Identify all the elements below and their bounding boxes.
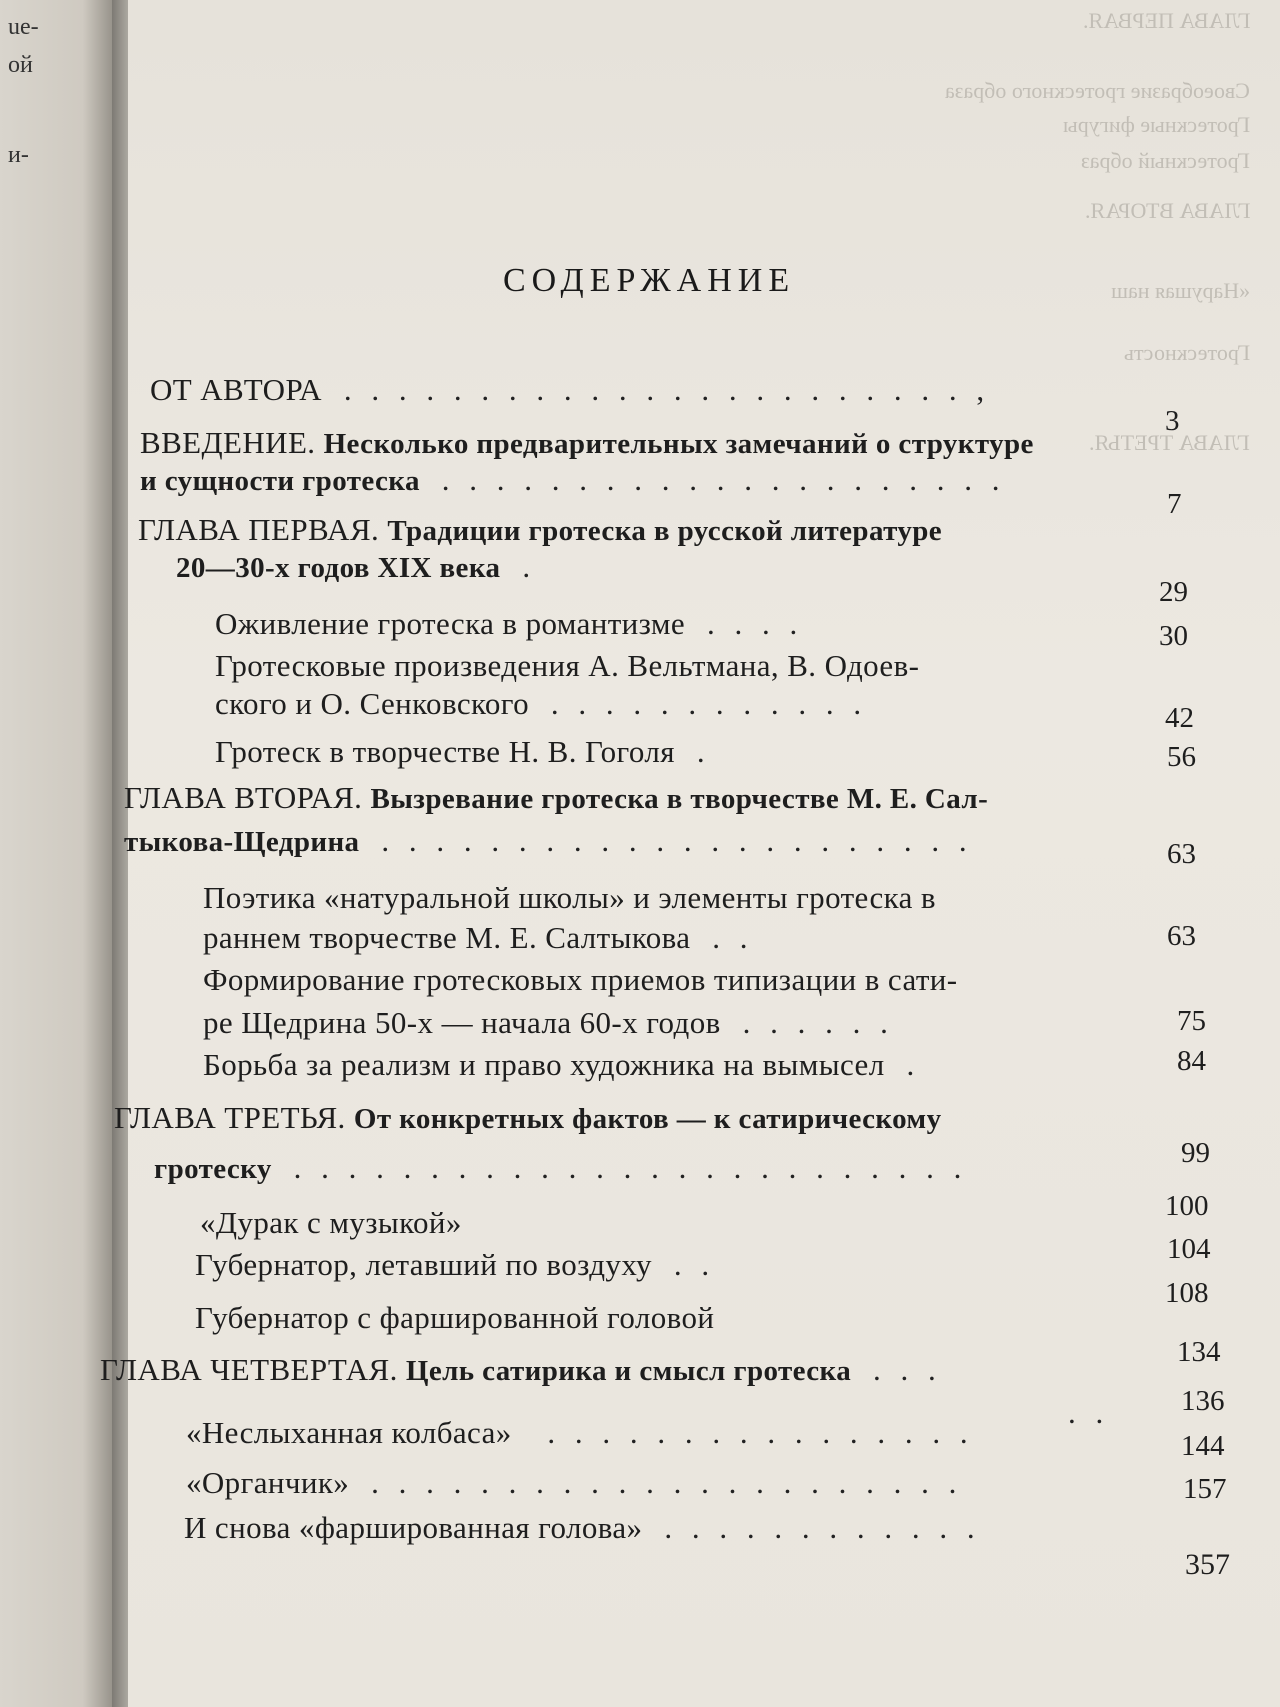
toc-entry-label: И снова «фаршированная голова» [184, 1510, 643, 1545]
toc-entry-title: тыкова-Щедрина [124, 826, 360, 858]
toc-entry-title: Вызревание гротеска в творчестве М. Е. Сал- [370, 783, 989, 815]
toc-page-number: 84 [1177, 1045, 1206, 1077]
leader-dots: . . . . . . . . . . . . . . . . . . . . . [428, 462, 1006, 497]
show-through-text: Гротескный образ [1081, 148, 1250, 173]
contents-page [100, 0, 1280, 1707]
left-page-fragment: ой [8, 52, 33, 78]
toc-entry-typification[interactable] [203, 962, 957, 998]
show-through-text: Своеобразие гротескного образа [945, 78, 1250, 103]
page-title: СОДЕРЖАНИЕ [503, 262, 796, 299]
leader-dots: . . [1068, 1395, 1110, 1430]
left-page-fragment: и- [8, 142, 29, 168]
leader-dots: . . . . . . . . . . . . . . . . . . . . . . [357, 1465, 963, 1500]
toc-page-number: 99 [1181, 1137, 1210, 1169]
toc-page-number: 42 [1165, 702, 1194, 734]
leader-dots: . . . . . . . . . . . . . . . . [519, 1415, 974, 1450]
toc-entry-label: раннем творчестве М. Е. Салтыкова [203, 920, 691, 955]
toc-entry-label: Формирование гротесковых приемов типизации в сати- [203, 962, 958, 997]
toc-entry-label: Борьба за реализм и право художника на вымысел [203, 1047, 885, 1082]
toc-entry-label: Гротесковые произведения А. Вельтмана, В. Одоев- [215, 648, 920, 683]
toc-entry-label: Гротеск в творчестве Н. В. Гоголя [215, 734, 675, 769]
leader-dots: . . . [859, 1352, 942, 1387]
toc-entry-typification-cont [203, 1005, 894, 1041]
toc-page-number: 63 [1167, 920, 1196, 952]
toc-entry-gogol[interactable] [215, 734, 711, 770]
toc-entry-chapter-2-cont [124, 823, 973, 859]
show-through-text: ГЛАВА ПЕРВАЯ. [1082, 8, 1250, 33]
toc-entry-veltman[interactable] [215, 648, 919, 684]
toc-entry-title: и сущности гротеска [140, 465, 420, 497]
toc-entry-veltman-cont [215, 686, 867, 722]
toc-entry-label: «Дурак с музыкой» [200, 1205, 462, 1240]
toc-page-number: 3 [1165, 405, 1180, 437]
toc-entry-chapter-3-cont [154, 1150, 967, 1186]
toc-entry-realism[interactable] [203, 1047, 920, 1083]
toc-entry-natural-school-cont [203, 920, 754, 956]
toc-page-number: 100 [1165, 1190, 1209, 1222]
leader-dots: . [892, 1047, 921, 1082]
page-folio-number: 357 [1185, 1548, 1230, 1581]
toc-entry-chapter-3[interactable] [114, 1100, 941, 1136]
toc-entry-introduction-cont [140, 462, 1006, 498]
leader-dots: . . [660, 1247, 716, 1282]
toc-entry-unheard-sausage[interactable] [186, 1415, 974, 1451]
toc-page-number: 56 [1167, 741, 1196, 773]
toc-entry-label: ОТ АВТОРА [150, 372, 322, 407]
toc-entry-flying-governor[interactable] [195, 1247, 715, 1283]
toc-page-number: 30 [1159, 620, 1188, 652]
leader-dots: . . . . . . . . . . . . [537, 686, 868, 721]
leader-dots: . [683, 734, 711, 769]
toc-page-number: 63 [1167, 838, 1196, 870]
toc-page-number: 157 [1183, 1473, 1227, 1505]
toc-entry-title: Традиции гротеска в русской литературе [387, 515, 943, 547]
toc-entry-title: гротеску [154, 1153, 272, 1185]
toc-entry-unlabeled [1068, 1395, 1109, 1431]
left-page [0, 0, 118, 1707]
toc-entry-label: Губернатор, летавший по воздуху [195, 1247, 652, 1282]
toc-page-number: 75 [1177, 1005, 1206, 1037]
toc-entry-label: «Неслыханная колбаса» [186, 1415, 512, 1450]
show-through-text: Гротескность [1123, 340, 1250, 365]
toc-entry-label: ГЛАВА ЧЕТВЕРТАЯ. [100, 1352, 398, 1387]
toc-entry-stuffed-head-governor[interactable] [195, 1300, 714, 1336]
toc-entry-chapter-2[interactable] [124, 780, 988, 816]
toc-entry-stuffed-head-again[interactable] [184, 1510, 981, 1546]
toc-entry-fool-with-music[interactable] [200, 1205, 462, 1241]
toc-page-number: 104 [1167, 1233, 1211, 1265]
show-through-text: «Нарушая наш [1110, 278, 1250, 303]
toc-entry-label: «Органчик» [186, 1465, 350, 1500]
toc-entry-label: Оживление гротеска в романтизме [215, 606, 686, 641]
show-through-text: Гротескные фигуры [1062, 112, 1250, 137]
toc-entry-chapter-1[interactable] [138, 512, 942, 548]
toc-page-number: 108 [1165, 1277, 1209, 1309]
leader-dots: . . . . . . . . . . . . . . . . . . . . . . . , [330, 372, 991, 407]
show-through-text: ГЛАВА ВТОРАЯ. [1084, 198, 1250, 223]
toc-entry-title: Цель сатирика и смысл гротеска [405, 1355, 852, 1387]
toc-page-number: 29 [1159, 576, 1188, 608]
leader-dots: . . . . . . [728, 1005, 894, 1040]
toc-entry-title: Несколько предварительных замечаний о структуре [323, 428, 1034, 460]
show-through-text: ГЛАВА ТРЕТЬЯ. [1089, 430, 1250, 455]
toc-entry-label: ВВЕДЕНИЕ. [140, 425, 316, 460]
toc-entry-label: ГЛАВА ТРЕТЬЯ. [114, 1100, 346, 1135]
leader-dots: . [508, 549, 537, 584]
toc-entry-title: От конкретных фактов — к сатирическому [353, 1103, 942, 1135]
left-page-fragment: ue- [8, 14, 39, 40]
leader-dots: . . . . . . . . . . . . . . . . . . . . . . [367, 823, 973, 858]
toc-entry-romanticism[interactable] [215, 606, 803, 642]
toc-entry-label: ГЛАВА ПЕРВАЯ. [138, 512, 380, 547]
toc-entry-label: Губернатор с фаршированной головой [195, 1300, 715, 1335]
toc-page-number: 144 [1181, 1430, 1225, 1462]
toc-entry-organchik[interactable] [186, 1465, 962, 1501]
leader-dots: . . . . . . . . . . . . [650, 1510, 981, 1545]
toc-entry-label: Поэтика «натуральной школы» и элементы гротеска в [203, 880, 936, 915]
toc-page-number: 136 [1181, 1385, 1225, 1417]
toc-entry-natural-school[interactable] [203, 880, 936, 916]
toc-entry-introduction[interactable] [140, 425, 1034, 461]
toc-entry-chapter-4[interactable] [100, 1352, 942, 1388]
toc-entry-label: ре Щедрина 50-х — начала 60-х годов [203, 1005, 721, 1040]
toc-entry-label: ГЛАВА ВТОРАЯ. [124, 780, 363, 815]
toc-page-number: 7 [1167, 488, 1182, 520]
toc-page-number: 134 [1177, 1336, 1221, 1368]
toc-entry-chapter-1-cont [176, 549, 536, 585]
toc-entry-label: ского и О. Сенковского [215, 686, 530, 721]
toc-entry-author-preface[interactable] [150, 372, 990, 408]
leader-dots: . . . . [693, 606, 804, 641]
leader-dots: . . . . . . . . . . . . . . . . . . . . . . . . . [279, 1150, 968, 1185]
leader-dots: . . [698, 920, 754, 955]
toc-entry-title: 20—30-х годов XIX века [176, 552, 501, 584]
